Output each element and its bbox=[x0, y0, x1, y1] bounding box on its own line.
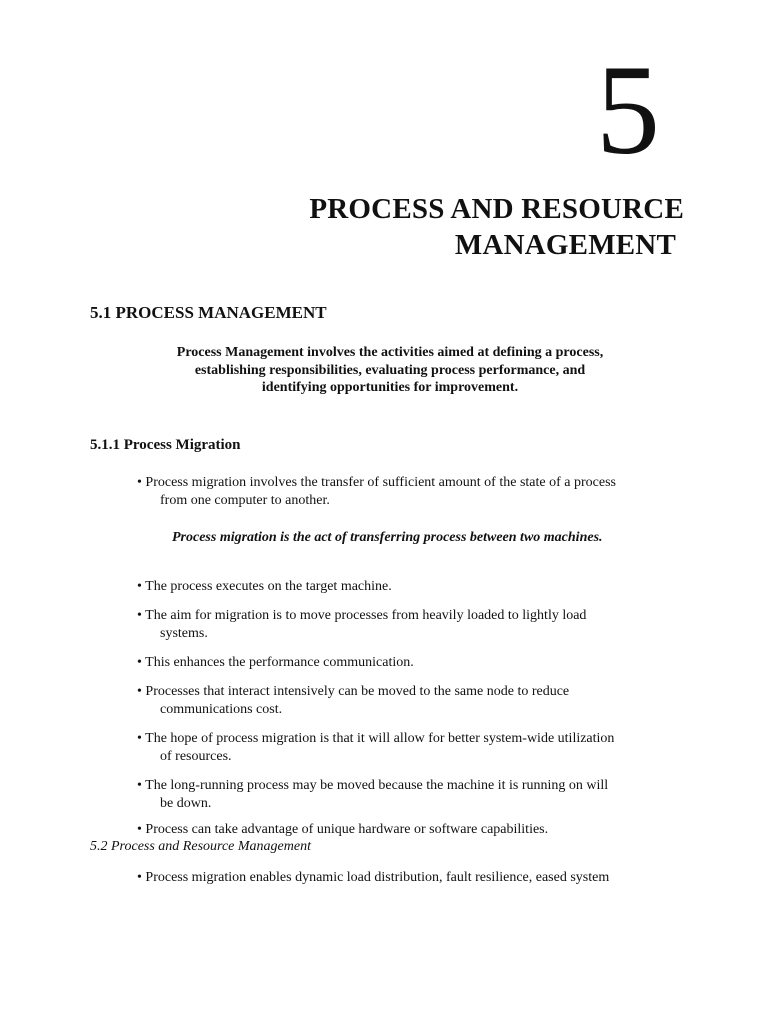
bullet-item bbox=[137, 869, 609, 887]
bullet-item bbox=[137, 777, 608, 812]
definition-line: Process Management involves the activities aimed at defining a process, bbox=[176, 345, 604, 360]
bullet-text: • Process migration enables dynamic load distribution, fault resilience, eased system bbox=[137, 870, 610, 885]
definition-line: identifying opportunities for improvement. bbox=[261, 380, 519, 395]
definition-block bbox=[90, 344, 690, 397]
bullet-text: • Process can take advantage of unique hardware or software capabilities. bbox=[137, 822, 549, 837]
section-heading: 5.1 PROCESS MANAGEMENT bbox=[90, 303, 327, 322]
bullet-item bbox=[137, 821, 548, 839]
chapter-number: 5 bbox=[596, 39, 660, 181]
bullet-item bbox=[137, 578, 392, 596]
bullet-item bbox=[137, 654, 414, 672]
bullet-item bbox=[137, 607, 586, 642]
running-footer: 5.2 Process and Resource Management bbox=[90, 839, 311, 854]
bullet-text-continued: from one computer to another. bbox=[160, 492, 330, 508]
subsection-heading: 5.1.1 Process Migration bbox=[90, 437, 241, 453]
bullet-text: • The aim for migration is to move processes from heavily loaded to lightly load bbox=[137, 608, 587, 623]
bullet-text: • The process executes on the target machine. bbox=[137, 579, 392, 594]
bullet-item bbox=[137, 683, 569, 718]
bullet-text: • The long-running process may be moved because the machine it is running on will bbox=[137, 778, 609, 793]
bullet-text: • The hope of process migration is that it will allow for better system-wide utilization bbox=[137, 731, 615, 746]
bullet-text-continued: communications cost. bbox=[160, 701, 283, 717]
definition-line: establishing responsibilities, evaluating process performance, and bbox=[194, 362, 586, 378]
bullet-item bbox=[137, 474, 616, 509]
bullet-text: • Process migration involves the transfer of sufficient amount of the state of a process bbox=[137, 475, 616, 490]
bullet-text: • Processes that interact intensively can be moved to the same node to reduce bbox=[137, 684, 570, 699]
chapter-title bbox=[309, 191, 684, 263]
bullet-item bbox=[137, 730, 614, 765]
bullet-text-continued: be down. bbox=[160, 795, 212, 811]
chapter-title-line-2: MANAGEMENT bbox=[454, 229, 676, 261]
bullet-text-continued: systems. bbox=[160, 625, 208, 641]
chapter-title-line-1: PROCESS AND RESOURCE bbox=[309, 193, 684, 225]
bullet-text: • This enhances the performance communication. bbox=[137, 655, 414, 670]
emphasis-statement: Process migration is the act of transferring process between two machines. bbox=[172, 530, 603, 545]
bullet-text-continued: of resources. bbox=[160, 748, 232, 764]
